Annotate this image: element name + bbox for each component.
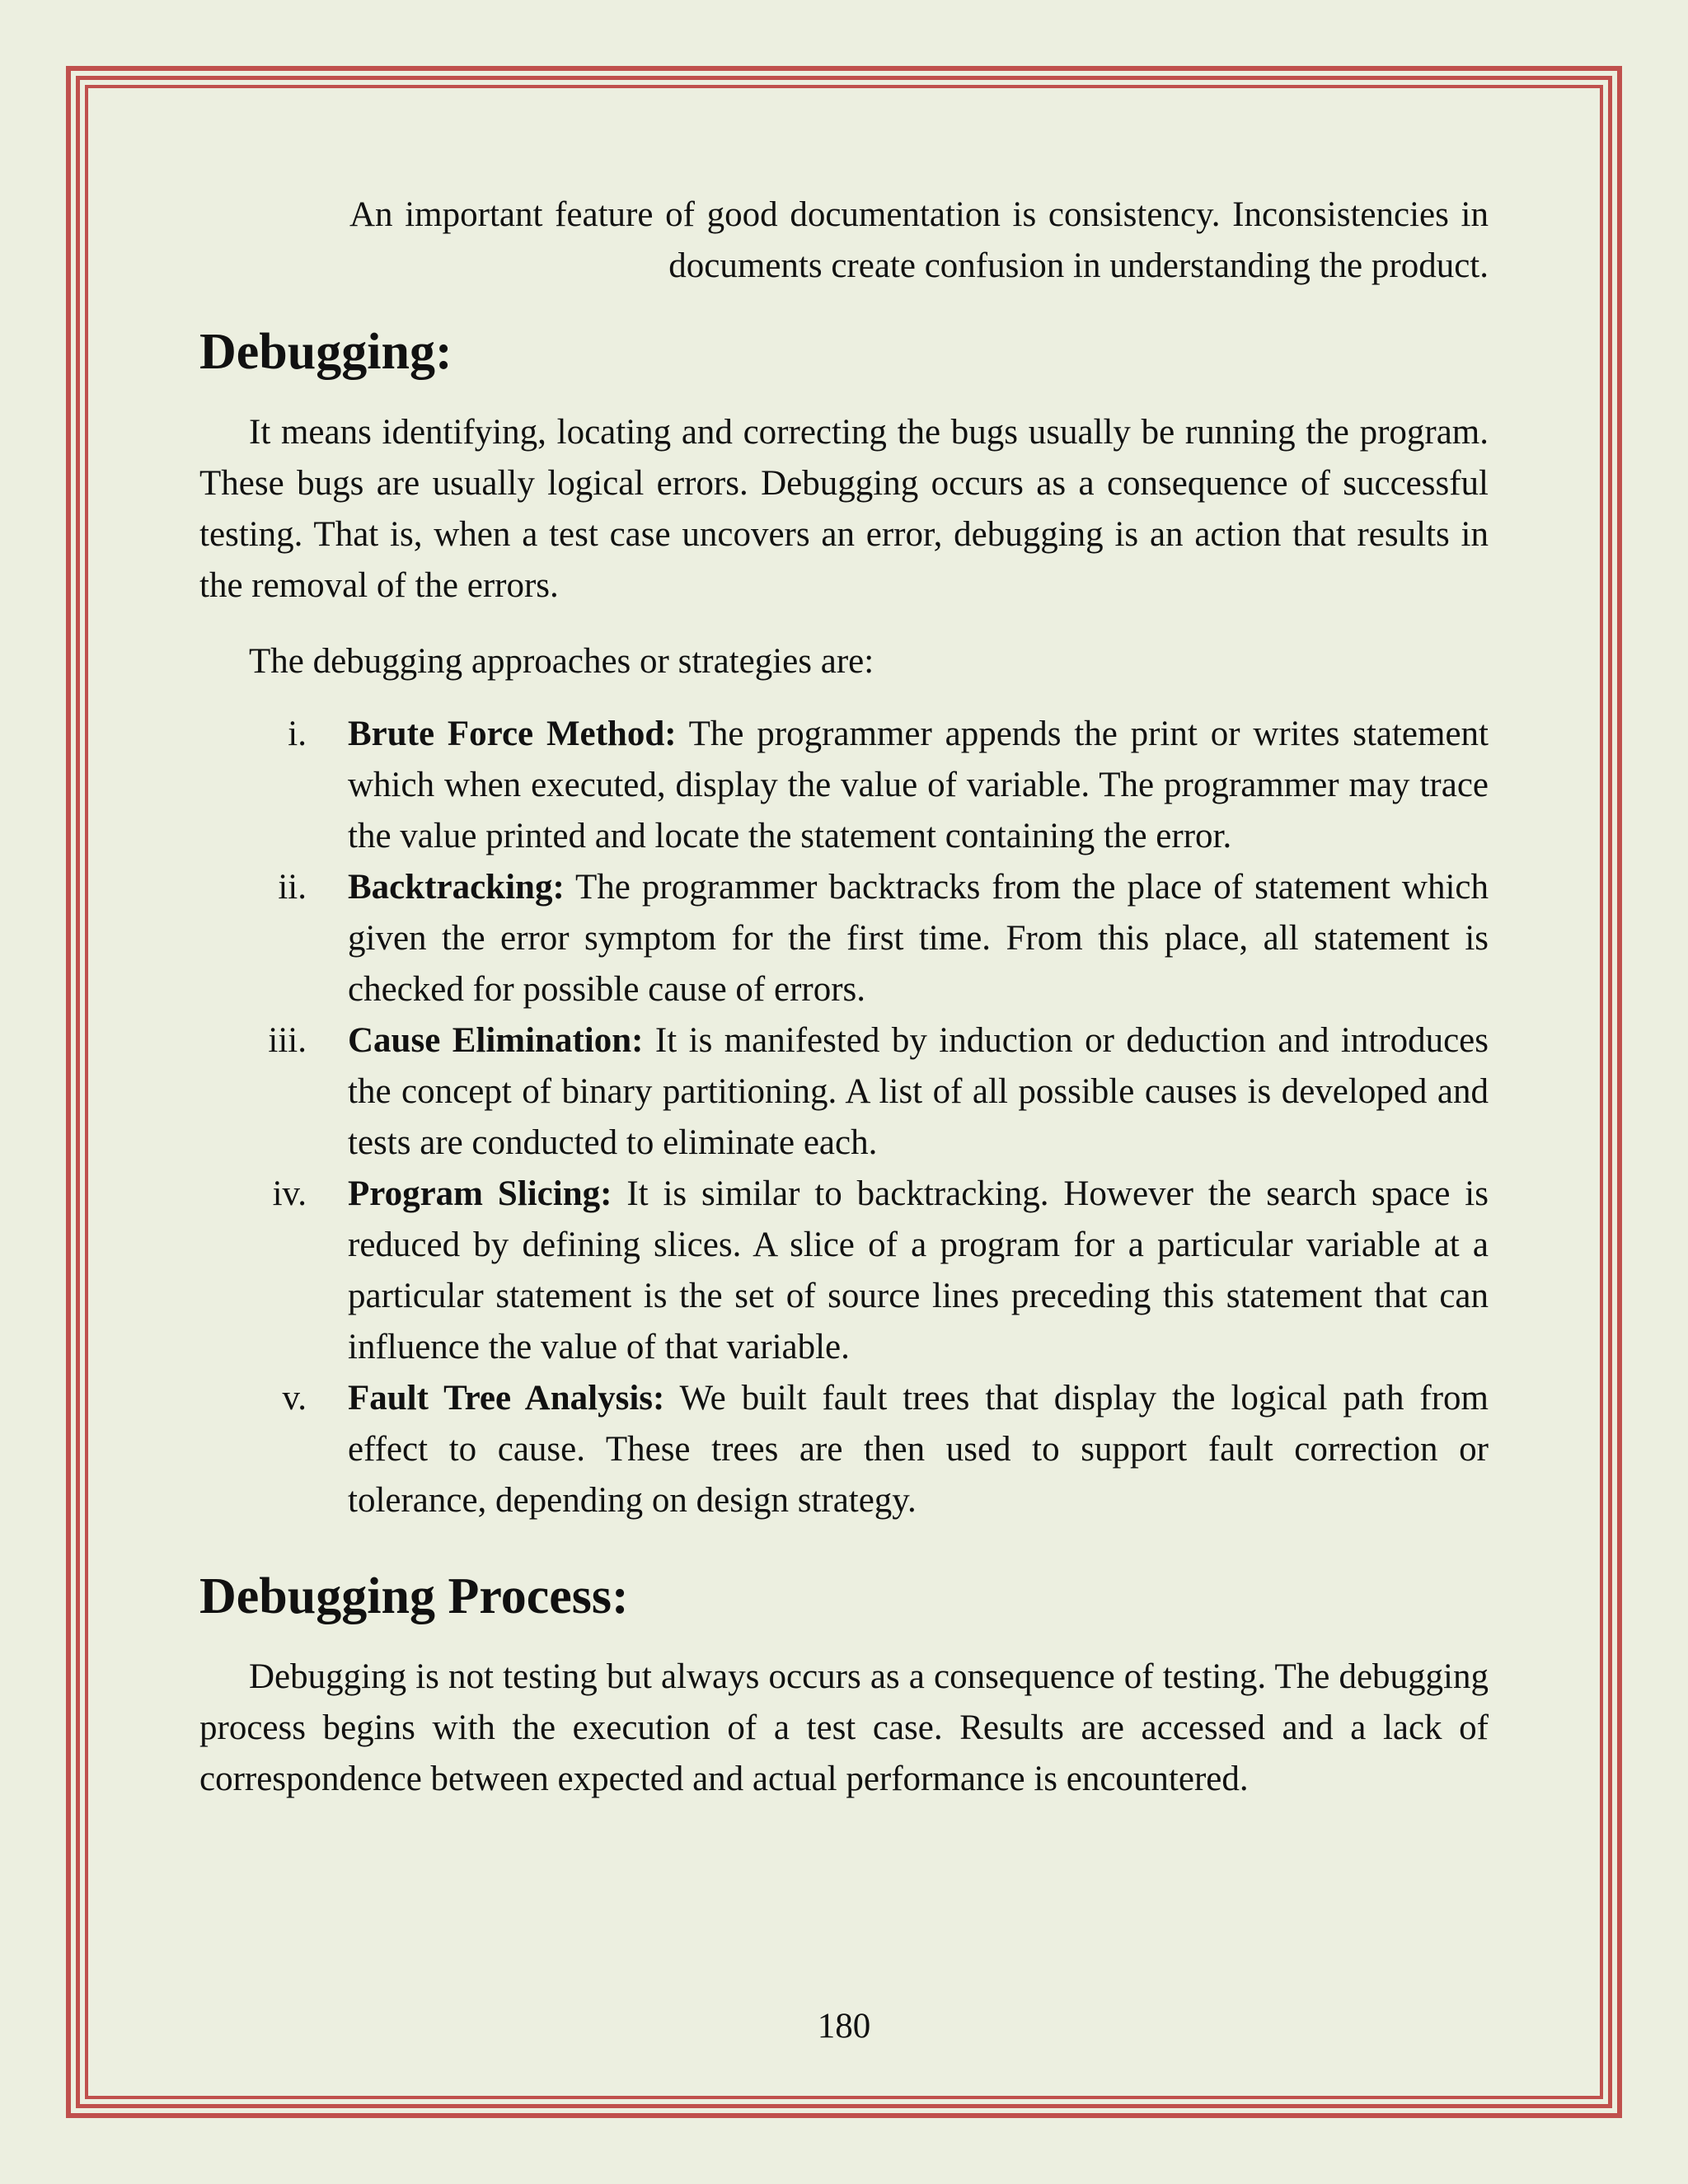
strategy-description: It is manifested by induction or deduction and introduces the concept of binary partitioning. A list of all possible causes is developed and tests are conducted to eliminate each. (348, 1021, 1489, 1162)
list-numeral: iv. (272, 1174, 307, 1213)
strategy-item-fault-tree-analysis (199, 1373, 1489, 1526)
strategy-term: Backtracking: (348, 868, 565, 907)
strategy-item-program-slicing (199, 1169, 1489, 1373)
strategy-term: Program Slicing: (348, 1174, 612, 1213)
strategies-lead: The debugging approaches or strategies are: (249, 642, 874, 681)
strategies-list (199, 709, 1489, 1526)
page-content (199, 190, 1489, 1830)
intro-paragraph: An important feature of good documentation is consistency. Inconsistencies in documents create confusion in understanding the product. (349, 195, 1489, 285)
strategy-description: We built fault trees that display the logical path from effect to cause. These trees are then used to support fault correction or tolerance, depending on design strategy. (348, 1379, 1489, 1520)
strategy-term: Brute Force Method: (348, 715, 677, 753)
debugging-definition: It means identifying, locating and correcting the bugs usually be running the program. These bugs are usually logical errors. Debugging occurs as a consequence of successful testing. That is, when a test case uncovers an error, debugging is an action that results in the removal of the errors. (199, 413, 1489, 605)
page-number: 180 (817, 2007, 871, 2046)
list-numeral: ii. (278, 868, 307, 907)
strategy-description: The programmer backtracks from the place of statement which given the error symptom for the first time. From this place, all statement is checked for possible cause of errors. (348, 868, 1489, 1009)
strategy-term: Fault Tree Analysis: (348, 1379, 665, 1418)
strategy-term: Cause Elimination: (348, 1021, 644, 1060)
debugging-process-heading: Debugging Process: (199, 1568, 629, 1624)
debugging-heading: Debugging: (199, 324, 452, 380)
strategy-item-brute-force (199, 709, 1489, 862)
debugging-process-paragraph: Debugging is not testing but always occurs as a consequence of testing. The debugging process begins with the execution of a test case. Results are accessed and a lack of correspondence between expected and actual performance is encountered. (199, 1657, 1489, 1798)
strategy-description: The programmer appends the print or writes statement which when executed, display the value of variable. The programmer may trace the value printed and locate the statement containing the error. (348, 715, 1489, 855)
strategy-item-backtracking (199, 862, 1489, 1015)
strategy-description: It is similar to backtracking. However the search space is reduced by defining slices. A slice of a program for a particular variable at a particular statement is the set of source lines preceding this statement that can influence the value of that variable. (348, 1174, 1489, 1366)
list-numeral: v. (282, 1379, 307, 1418)
list-numeral: iii. (268, 1021, 307, 1060)
list-numeral: i. (288, 715, 307, 753)
strategy-item-cause-elimination (199, 1015, 1489, 1169)
